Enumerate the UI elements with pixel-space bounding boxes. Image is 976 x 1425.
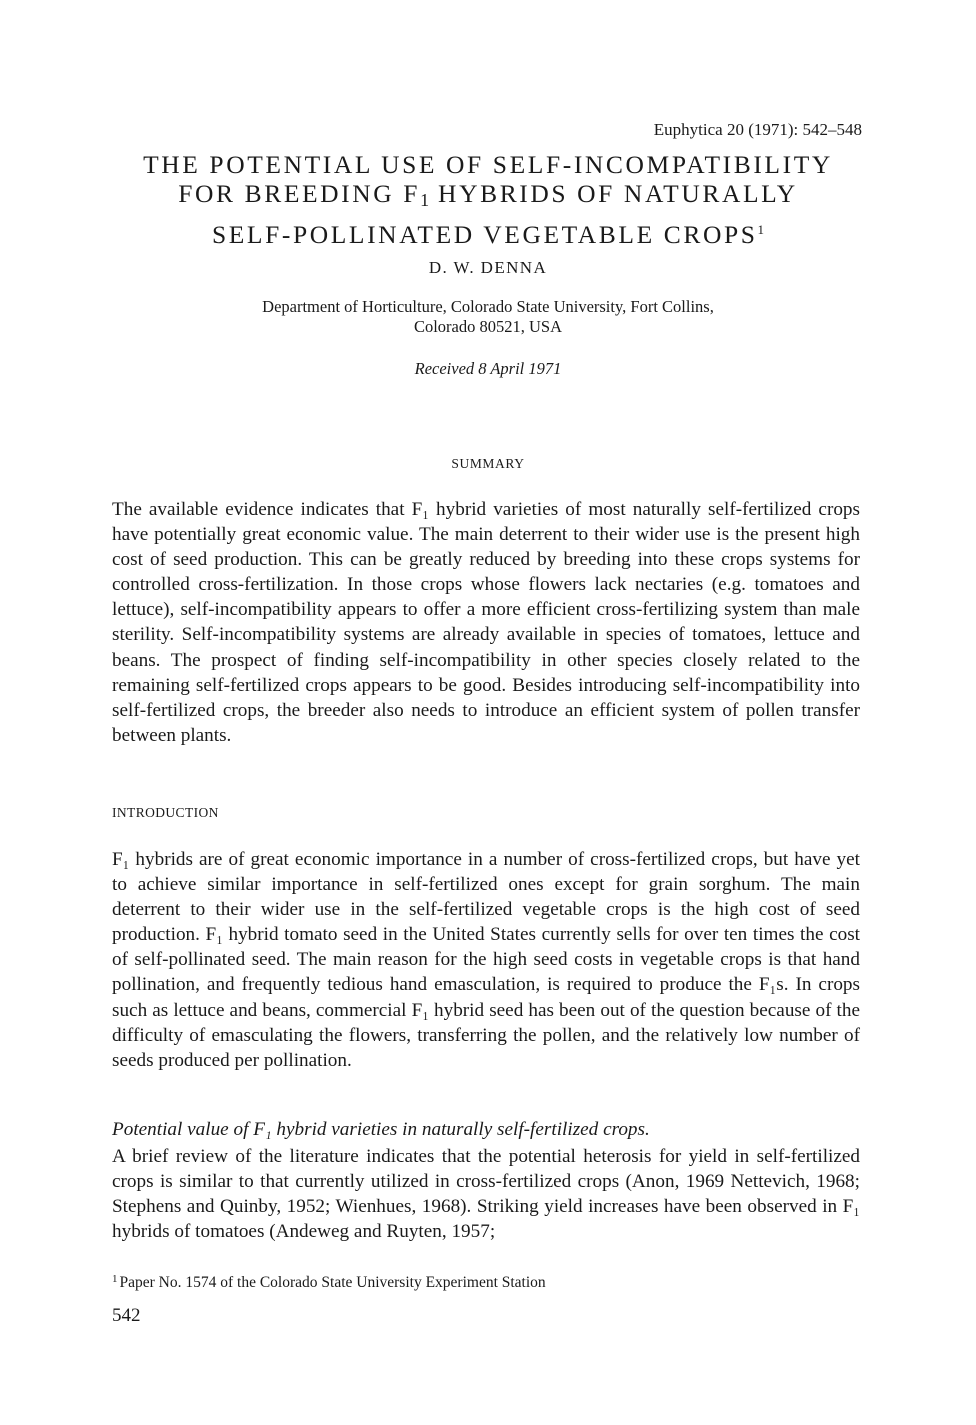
title-line-3 xyxy=(80,215,896,249)
affiliation-line-2: Colorado 80521, USA xyxy=(413,317,563,336)
journal-citation: Euphytica 20 (1971): 542–548 xyxy=(653,120,862,139)
author-affiliation xyxy=(0,297,976,337)
title-f1-subscript: 1 xyxy=(420,190,430,210)
footnote-text: Paper No. 1574 of the Colorado State University Experiment Station xyxy=(119,1274,546,1291)
title-line-2-post: HYBRIDS OF NATURALLY xyxy=(429,179,798,208)
title-footnote-mark: 1 xyxy=(757,222,765,237)
summary-heading: SUMMARY xyxy=(451,456,525,471)
title-line-2-pre: FOR BREEDING F xyxy=(178,179,421,208)
subsection-paragraph: A brief review of the literature indicates that the potential heterosis for yield in self-fertilized crops is similar to that currently utilized in cross-fertilized crops (Anon, 1969 Nettevich, 1968; Stephens and Quinby, 1952; Wienhues, 1968). Striking yield increases have been observed in F₁ hybrids of tomatoes (Andeweg and Ruyten, 1957; xyxy=(112,1146,860,1243)
title-line-2 xyxy=(80,179,896,215)
author-name: D. W. DENNA xyxy=(428,258,548,277)
received-date: Received 8 April 1971 xyxy=(414,359,562,378)
footnote-mark: 1 xyxy=(112,1273,118,1285)
summary-paragraph: The available evidence indicates that F₁ hybrid varieties of most naturally self-fertilized crops have potentially great economic value. The main deterrent to their wider use is the present high cost of seed production. This can be greatly reduced by breeding into these crops systems for controlled cross-fertilization. In those crops whose flowers lack nectaries (e.g. tomatoes and lettuce), self-incompatibility appears to offer a more efficient cross-fertilizing system than male sterility. Self-incompatibility systems are already available in species of tomatoes, lettuce and beans. The prospect of finding self-incompatibility in other species closely related to the remaining self-fertilized crops appears to be good. Besides introducing self-incompatibility into self-fertilized crops, the breeder also needs to introduce an efficient system of pollen transfer between plants. xyxy=(112,499,860,746)
subsection-heading: Potential value of F₁ hybrid varieties in naturally self-fertilized crops. xyxy=(112,1119,650,1140)
title-line-3-text: SELF-POLLINATED VEGETABLE CROPS xyxy=(211,220,758,249)
page-number: 542 xyxy=(112,1305,141,1326)
paper-title xyxy=(80,150,896,249)
footnote xyxy=(112,1273,546,1292)
title-line-1: THE POTENTIAL USE OF SELF-INCOMPATIBILITY xyxy=(143,150,833,179)
introduction-paragraph: F₁ hybrids are of great economic importance in a number of cross-fertilized crops, but have yet to achieve similar importance in self-fertilized ones except for grain sorghum. The main deterrent to their wider use in the self-fertilized vegetable crops is the high cost of seed production. F₁ hybrid tomato seed in the United States currently sells for over ten times the cost of self-pollinated seed. The main reason for the high seed costs in vegetable crops is that hand pollination, and frequently tedious hand emasculation, is required to produce the F₁s. In crops such as lettuce and beans, commercial F₁ hybrid seed has been out of the question because of the difficulty of emasculating the flowers, transferring the pollen, and the relatively low number of seeds produced per pollination. xyxy=(112,849,860,1071)
introduction-heading: INTRODUCTION xyxy=(112,805,219,820)
affiliation-line-1: Department of Horticulture, Colorado State University, Fort Collins, xyxy=(262,297,714,316)
